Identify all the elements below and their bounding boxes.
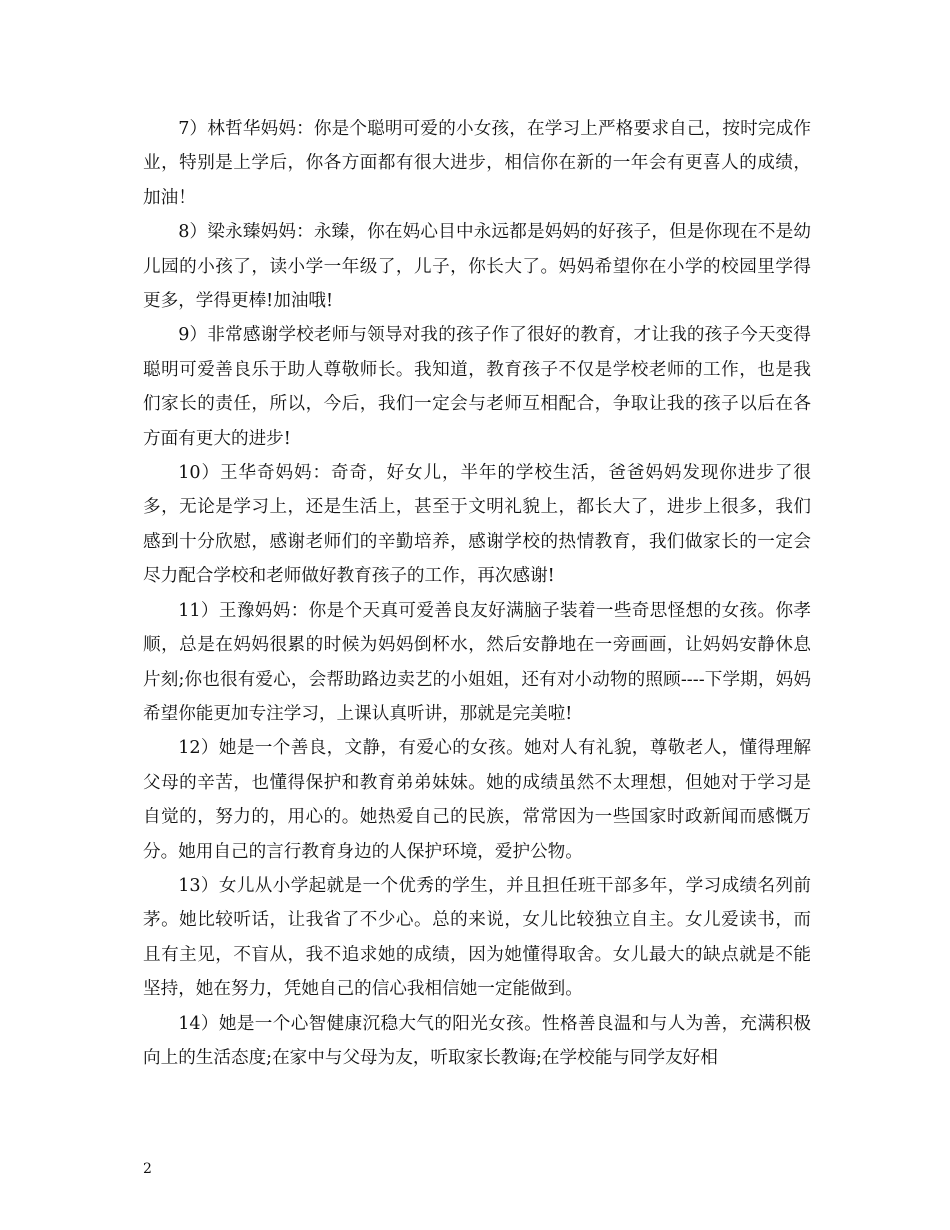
paragraph-8: 8）梁永臻妈妈：永臻，你在妈心目中永远都是妈妈的好孩子，但是你现在不是幼儿园的小孩了，读小学一年级了，儿子，你长大了。妈妈希望你在小学的校园里学得更多，学得更棒!加油哦! bbox=[143, 222, 811, 312]
paragraph-9: 9）非常感谢学校老师与领导对我的孩子作了很好的教育，才让我的孩子今天变得聪明可爱善良乐于助人尊敬师长。我知道，教育孩子不仅是学校老师的工作，也是我们家长的责任，所以，今后，我们一定会与老师互相配合，争取让我的孩子以后在各方面有更大的进步! bbox=[143, 325, 811, 449]
paragraph-14: 14）她是一个心智健康沉稳大气的阳光女孩。性格善良温和与人为善，充满积极向上的生活态度;在家中与父母为友，听取家长教诲;在学校能与同学友好相 bbox=[143, 1013, 811, 1068]
paragraph-7: 7）林哲华妈妈：你是个聪明可爱的小女孩，在学习上严格要求自己，按时完成作业，特别是上学后，你各方面都有很大进步，相信你在新的一年会有更喜人的成绩，加油！ bbox=[143, 119, 811, 208]
paragraph-11: 11）王豫妈妈：你是个天真可爱善良友好满脑子装着一些奇思怪想的女孩。你孝顺，总是在妈妈很累的时候为妈妈倒杯水，然后安静地在一旁画画，让妈妈安静休息片刻;你也很有爱心，会帮助路边卖艺的小姐姐，还有对小动物的照顾----下学期，妈妈希望你能更加专注学习，上课认真听讲，那就是完美啦! bbox=[143, 600, 811, 724]
paragraph-13: 13）女儿从小学起就是一个优秀的学生，并且担任班干部多年，学习成绩名列前茅。她比较听话，让我省了不少心。总的来说，女儿比较独立自主。女儿爱读书，而且有主见，不盲从，我不追求她的成绩，因为她懂得取舍。女儿最大的缺点就是不能坚持，她在努力，凭她自己的信心我相信她一定能做到。 bbox=[143, 875, 811, 1000]
paragraph-10: 10）王华奇妈妈：奇奇，好女儿，半年的学校生活，爸爸妈妈发现你进步了很多，无论是学习上，还是生活上，甚至于文明礼貌上，都长大了，进步上很多，我们感到十分欣慰，感谢老师们的辛勤培养，感谢学校的热情教育，我们做家长的一定会尽力配合学校和老师做好教育孩子的工作，再次感谢! bbox=[143, 463, 811, 587]
page-number: 2 bbox=[143, 1161, 152, 1177]
document-body bbox=[143, 112, 811, 1075]
paragraph-12: 12）她是一个善良，文静，有爱心的女孩。她对人有礼貌，尊敬老人，懂得理解父母的辛苦，也懂得保护和教育弟弟妹妹。她的成绩虽然不太理想，但她对于学习是自觉的，努力的，用心的。她热爱自己的民族，常常因为一些国家时政新闻而感慨万分。她用自己的言行教育身边的人保护环境，爱护公物。 bbox=[143, 738, 811, 862]
